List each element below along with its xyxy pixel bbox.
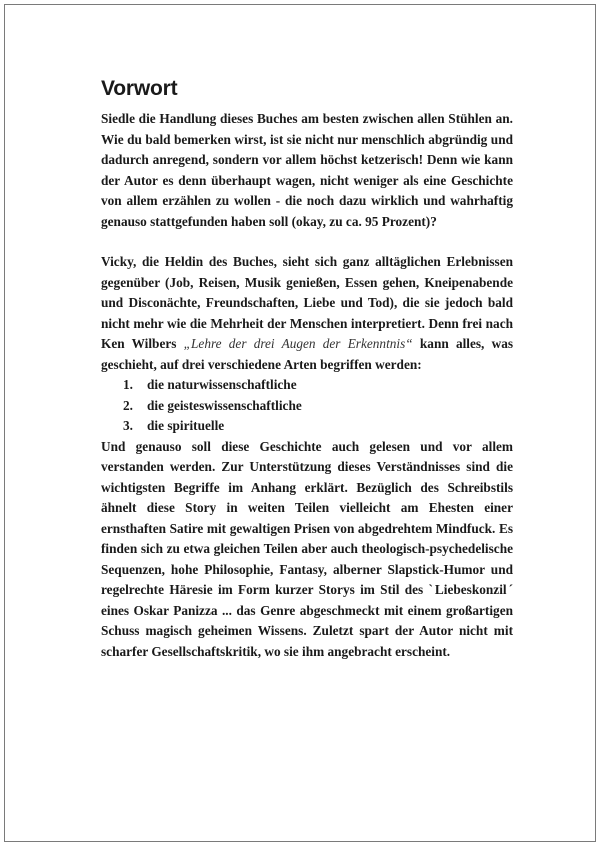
paragraph-intro: Siedle die Handlung dieses Buches am besten zwischen allen Stühlen an. Wie du bald bemerken wirst, ist sie nicht nur menschlich abgründig und dadurch anregend, sondern vor allem höchst ketzerisch! Denn wie kann der Autor es denn überhaupt wagen, nicht weniger als eine Geschichte von allem erzählen zu wollen - die noch dazu wirklich und wahrhaftig genauso stattgefunden haben soll (okay, zu ca. 95 Prozent)? (101, 111, 513, 229)
page-title: Vorwort (101, 77, 178, 100)
paragraph-heroine-text-end: kann alles, was geschieht, auf drei verschiedene Arten begriffen werden: (101, 336, 514, 372)
list-item (101, 416, 513, 437)
list-text: die geisteswissenschaftliche (147, 397, 302, 413)
list-number: 2. (123, 397, 133, 413)
book-reference: „Lehre der drei Augen der Erkenntnis“ (183, 336, 413, 351)
paragraph-style: Und genauso soll diese Geschichte auch gelesen und vor allem verstanden werden. Zur Unterstützung dieses Verständnisses sind die wichtigsten Begriffe im Anhang erklärt. Bezüglich des Schreibstils ähnelt diese Story in weiten Teilen vielleicht am Ehesten einer ernsthaften Satire mit gewaltigen Prisen von abgedrehtem Mindfuck. Es finden sich zu etwa gleichen Teilen aber auch theologisch-psychedelische Sequenzen, hohe Philosophie, Fantasy, alberner Slapstick-Humor und regelrechte Häresie im Form kurzer Storys im Stil des ˋLiebeskonzilˊ eines Oskar Panizza ... das Genre abgeschmeckt mit einem großartigen Schuss magisch geheimen Wissens. Zuletzt spart der Autor nicht mit scharfer Gesellschaftskritik, wo sie ihm angebracht erscheint. (101, 438, 513, 659)
paragraph-heroine (101, 252, 513, 375)
list-number: 1. (123, 377, 133, 392)
list-number: 3. (123, 418, 133, 433)
numbered-list (101, 375, 513, 437)
list-item (101, 375, 513, 396)
page (4, 4, 596, 842)
page-content (101, 77, 513, 662)
paragraph-gap (101, 232, 513, 252)
list-text: die naturwissenschaftliche (147, 377, 297, 392)
paragraph-heroine-text-start: Vicky, die Heldin des Buches, sieht sich ganz alltäglichen Erlebnissen gegenüber (Job, Reisen, Musik genießen, Essen gehen, Kneipenabende und Disconächte, Freundschaften, Liebe und Tod), die sie jedoch bald nicht mehr wie die Mehrheit der Menschen interpretiert. Denn frei nach Ken Wilbers (101, 254, 513, 351)
list-item (101, 396, 513, 417)
list-text: die spirituelle (147, 418, 225, 433)
